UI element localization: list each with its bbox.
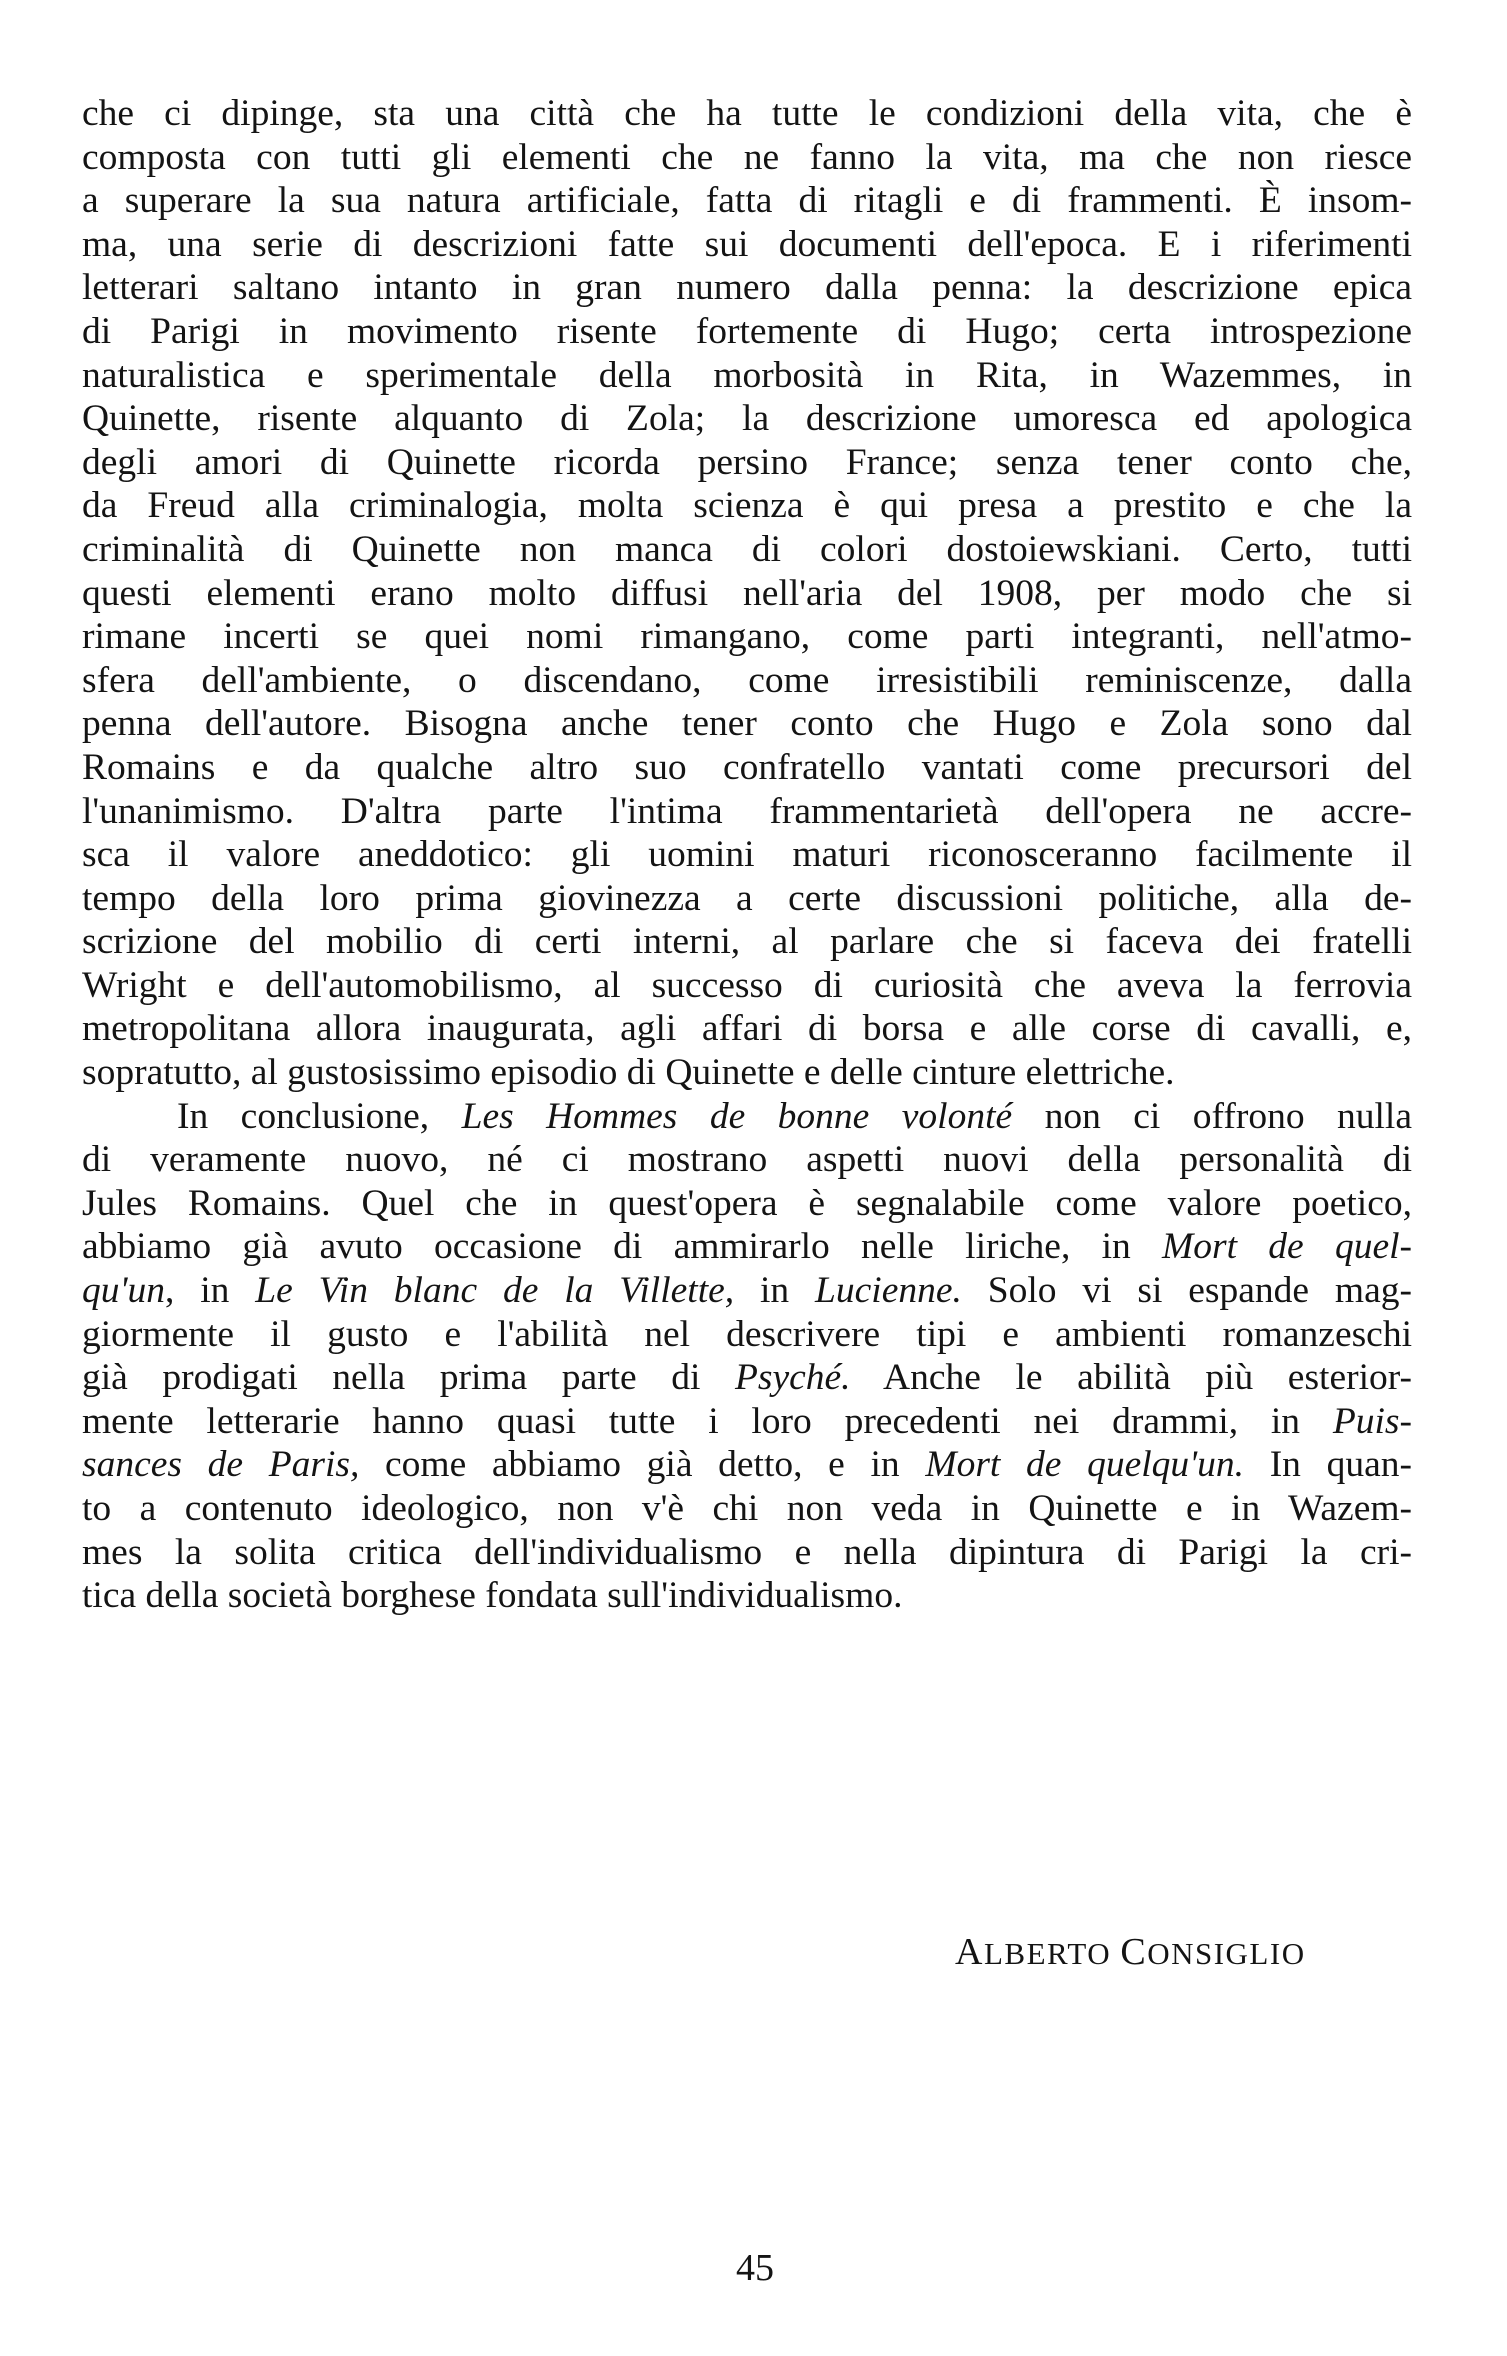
text-line: tica della società borghese fondata sull'individualismo. [82, 1575, 903, 1617]
text-run: Anche le abilità più esterior- [850, 1357, 1412, 1399]
text-run: come abbiamo già detto, e in [359, 1444, 926, 1486]
text-line: tempo della loro prima giovinezza a certe discussioni politiche, alla de- [82, 877, 1412, 919]
book-title: Psyché. [734, 1357, 851, 1399]
text-run: In conclusione, [177, 1095, 462, 1137]
book-title: Les Hommes de bonne volonté [461, 1095, 1013, 1137]
text-line: mes la solita critica dell'individualismo e nella dipintura di Parigi la cri- [82, 1531, 1412, 1573]
text-line: questi elementi erano molto diffusi nell'aria del 1908, per modo che si [82, 572, 1412, 614]
text-line: da Freud alla criminalogia, molta scienza è qui presa a prestito e che la [82, 485, 1412, 527]
book-title: Puis- [1332, 1400, 1412, 1442]
text-line: to a contenuto ideologico, non v'è chi non veda in Quinette e in Wazem- [82, 1488, 1412, 1529]
text-line: rimane incerti se quei nomi rimangano, come parti integranti, nell'atmo- [82, 616, 1412, 658]
text-run: abbiamo già avuto occasione di ammirarlo nelle liriche, in [82, 1226, 1163, 1268]
text-run: già prodigati nella prima parte di [82, 1357, 735, 1399]
text-line: composta con tutti gli elementi che ne fanno la vita, ma che non riesce [82, 136, 1412, 178]
text-line: che ci dipinge, sta una città che ha tutte le condizioni della vita, che è [82, 93, 1412, 134]
author-signature [955, 1930, 1375, 1974]
article-body [82, 92, 1412, 1618]
text-run: , in [165, 1270, 256, 1312]
text-run: Solo vi si espande mag- [961, 1270, 1412, 1312]
text-line [82, 1356, 1412, 1400]
text-line: penna dell'autore. Bisogna anche tener conto che Hugo e Zola sono dal [82, 703, 1412, 745]
text-line: degli amori di Quinette ricorda persino France; senza tener conto che, [82, 441, 1412, 483]
text-line: di veramente nuovo, né ci mostrano aspetti nuovi della personalità di [82, 1139, 1412, 1181]
author-last-initial: C [1120, 1931, 1148, 1973]
book-title: sances de Paris, [82, 1444, 360, 1486]
text-line: sfera dell'ambiente, o discendano, come irresistibili reminiscenze, dalla [82, 659, 1412, 701]
book-title: Le Vin blanc de la Villette, [255, 1270, 735, 1312]
text-line: sca il valore aneddotico: gli uomini maturi riconosceranno facilmente il [82, 834, 1412, 876]
text-line: criminalità di Quinette non manca di colori dostoiewskiani. Certo, tutti [82, 528, 1412, 570]
author-last-rest: ONSIGLIO [1147, 1936, 1306, 1971]
text-line: naturalistica e sperimentale della morbosità in Rita, in Wazemmes, in [82, 354, 1412, 396]
text-line: l'unanimismo. D'altra parte l'intima frammentarietà dell'opera ne accre- [82, 790, 1412, 832]
book-title: Mort de quelqu'un. [925, 1444, 1245, 1486]
text-run: In quan- [1244, 1444, 1412, 1486]
text-line: Quinette, risente alquanto di Zola; la descrizione umoresca ed apologica [82, 398, 1412, 440]
text-line [82, 1269, 1412, 1313]
text-line: Romains e da qualche altro suo confratello vantati come precursori del [82, 746, 1412, 788]
text-line: scrizione del mobilio di certi interni, al parlare che si faceva dei fratelli [82, 921, 1412, 963]
text-line: letterari saltano intanto in gran numero dalla penna: la descrizione epica [82, 267, 1412, 309]
text-line: di Parigi in movimento risente fortemente di Hugo; certa introspezione [82, 310, 1412, 352]
text-run: in [734, 1270, 816, 1312]
text-line [82, 1225, 1412, 1269]
text-line [82, 1400, 1412, 1444]
text-line [82, 1443, 1412, 1487]
text-line: a superare la sua natura artificiale, fatta di ritagli e di frammenti. È insom- [82, 180, 1412, 222]
text-line: Jules Romains. Quel che in quest'opera è segnalabile come valore poetico, [82, 1182, 1412, 1224]
text-line: Wright e dell'automobilismo, al successo di curiosità che aveva la ferrovia [82, 964, 1412, 1006]
author-first-initial: A [955, 1931, 984, 1973]
text-line: giormente il gusto e l'abilità nel descrivere tipi e ambienti romanzeschi [82, 1313, 1412, 1355]
page-number: 45 [736, 2247, 774, 2289]
text-run: non ci offrono nulla [1012, 1095, 1412, 1137]
text-line: ma, una serie di descrizioni fatte sui documenti dell'epoca. E i riferimenti [82, 223, 1412, 265]
book-title: Mort de quel- [1162, 1226, 1413, 1268]
book-title: Lucienne. [815, 1270, 962, 1312]
text-line: metropolitana allora inaugurata, agli affari di borsa e alle corse di cavalli, e, [82, 1008, 1412, 1050]
text-run: mente letterarie hanno quasi tutte i loro precedenti nei drammi, in [82, 1400, 1333, 1442]
text-line: sopratutto, al gustosissimo episodio di Quinette e delle cinture elettriche. [82, 1052, 1175, 1094]
book-title: qu'un [82, 1270, 166, 1312]
text-line [82, 1095, 1412, 1139]
author-first-rest: LBERTO [983, 1936, 1112, 1971]
